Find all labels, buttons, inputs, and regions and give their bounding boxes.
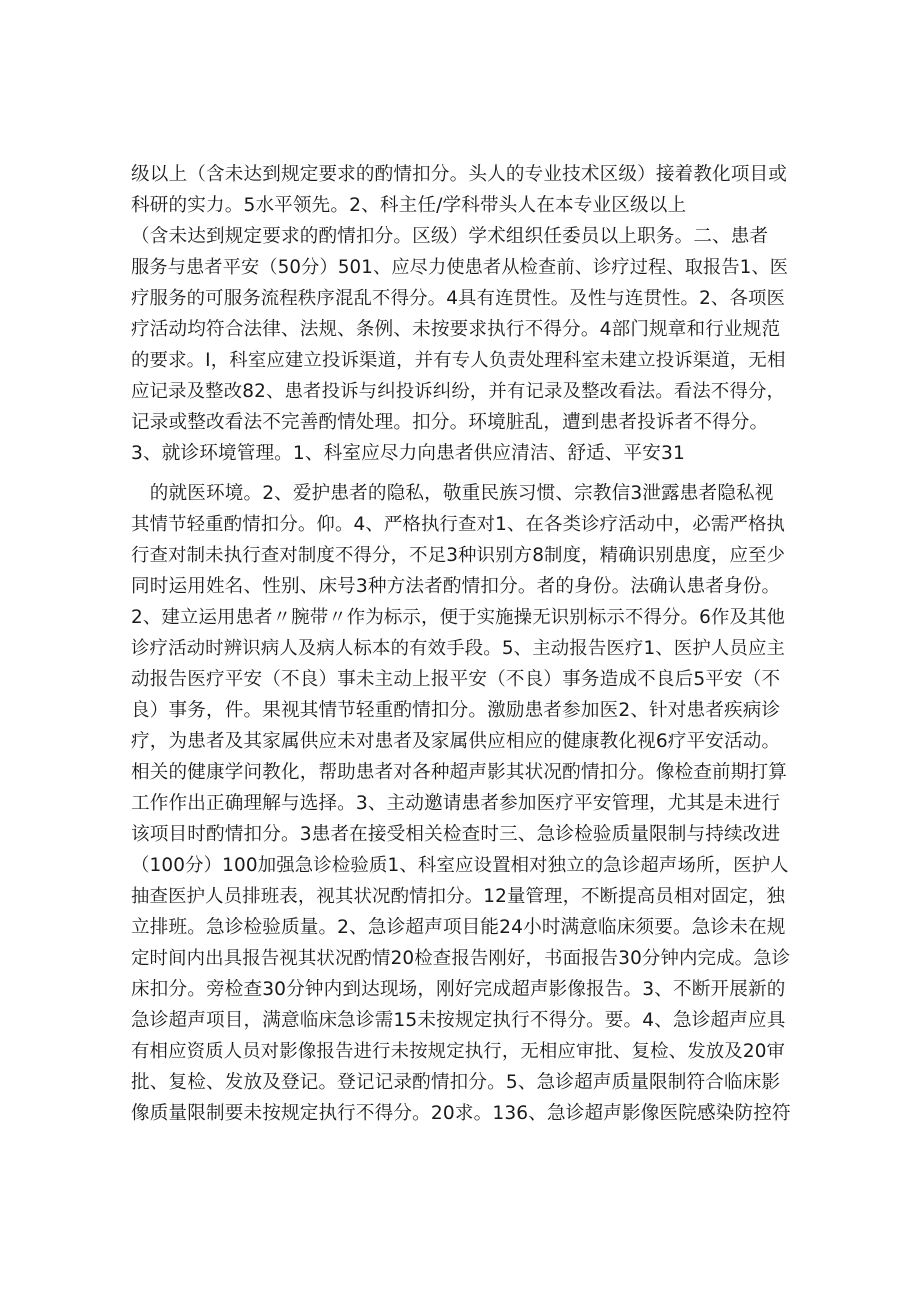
text-line: 同时运用姓名、性别、床号3种方法者酌情扣分。者的身份。法确认患者身份。 — [131, 576, 781, 597]
text-line: 3、就诊环境管理。1、科室应尽力向患者供应清洁、舒适、平安31 — [131, 443, 686, 464]
text-line: 良）事务，件。果视其情节轻重酌情扣分。激励患者参加医2、针对患者疾病诊 — [131, 700, 781, 721]
text-line: 科研的实力。5水平领先。2、科主任/学科带头人在本专业区级以上 — [131, 195, 687, 216]
text-line: 的就医环境。2、爱护患者的隐私，敬重民族习惯、宗教信3泄露患者隐私视 — [131, 483, 774, 504]
text-line: 记录或整改看法不完善酌情处理。扣分。环境脏乱，遭到患者投诉者不得分。 — [131, 412, 769, 433]
text-line: 像质量限制要未按规定执行不得分。20求。136、急诊超声影像医院感染防控符 — [131, 1103, 791, 1124]
text-line: 立排班。急诊检验质量。2、急诊超声项目能24小时满意临床须要。急诊未在规 — [131, 917, 786, 938]
text-line: 级以上（含未达到规定要求的酌情扣分。头人的专业技术区级）接着教化项目或 — [131, 164, 788, 185]
text-line: 疗，为患者及其家属供应未对患者及家属供应相应的健康教化视6疗平安活动。 — [131, 731, 781, 752]
text-line: 服务与患者平安（50分）501、应尽力使患者从检查前、诊疗过程、取报告1、医 — [131, 257, 789, 278]
text-line: 的要求。I，科室应建立投诉渠道，并有专人负责处理科室未建立投诉渠道，无相 — [131, 350, 786, 371]
text-line: 抽查医护人员排班表，视其状况酌情扣分。12量管理，不断提高员相对固定，独 — [131, 886, 786, 907]
text-line: 应记录及整改82、患者投诉与纠投诉纠纷，并有记录及整改看法。看法不得分， — [131, 381, 786, 402]
text-line: 工作作出正确理解与选择。3、主动邀请患者参加医疗平安管理，尤其是未进行 — [131, 793, 781, 814]
text-line: 批、复检、发放及登记。登记记录酌情扣分。5、急诊超声质量限制符合临床影 — [131, 1072, 781, 1093]
text-line: （100分）100加强急诊检验质1、科室应设置相对独立的急诊超声场所，医护人 — [131, 855, 789, 876]
text-line: 诊疗活动时辨识病人及病人标本的有效手段。5、主动报告医疗1、医护人员应主 — [131, 638, 786, 659]
text-line: 急诊超声项目，满意临床急诊需15未按规定执行不得分。要。4、急诊超声应具 — [131, 1010, 786, 1031]
text-line: 其情节轻重酌情扣分。仰。4、严格执行查对1、在各类诊疗活动中，必需严格执 — [131, 514, 786, 535]
text-line: 定时间内出具报告视其状况酌情20检查报告刚好，书面报告30分钟内完成。急诊 — [131, 948, 791, 969]
text-line: 该项目时酌情扣分。3患者在接受相关检查时三、急诊检验质量限制与持续改进 — [131, 824, 781, 845]
text-line: 动报告医疗平安（不良）事未主动上报平安（不良）事务造成不良后5平安（不 — [131, 669, 781, 690]
text-block-2 — [131, 478, 791, 1129]
text-line: 行查对制未执行查对制度不得分，不足3种识别方8制度，精确识别患度，应至少 — [131, 545, 786, 566]
text-line: 床扣分。旁检查30分钟内到达现场，刚好完成超声影像报告。3、不断开展新的 — [131, 979, 786, 1000]
text-line: （含未达到规定要求的酌情扣分。区级）学术组织任委员以上职务。二、患者 — [131, 226, 769, 247]
text-line: 疗服务的可服务流程秩序混乱不得分。4具有连贯性。及性与连贯性。2、各项医 — [131, 288, 786, 309]
text-line: 疗活动均符合法律、法规、条例、未按要求执行不得分。4部门规章和行业规范 — [131, 319, 781, 340]
text-line: 相关的健康学问教化，帮助患者对各种超声影其状况酌情扣分。像检查前期打算 — [131, 762, 788, 783]
text-block-1 — [131, 159, 791, 469]
text-line: 2、建立运用患者〃腕带〃作为标示，便于实施操无识别标示不得分。6作及其他 — [131, 607, 786, 628]
text-line: 有相应资质人员对影像报告进行未按规定执行，无相应审批、复检、发放及20审 — [131, 1041, 786, 1062]
